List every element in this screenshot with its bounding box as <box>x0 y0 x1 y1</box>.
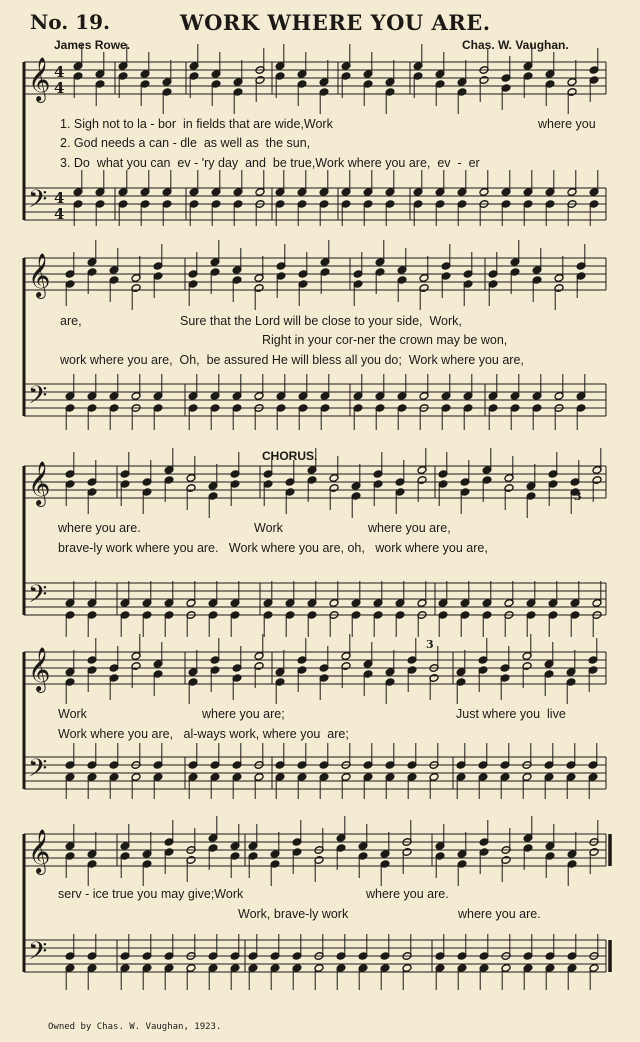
footer-copyright: Owned by Chas. W. Vaughan, 1923. <box>48 1022 222 1032</box>
lyric-line: where you are; <box>202 707 285 721</box>
lyric-line: brave-ly work where you are. Work where you are, oh, work where you are, <box>58 541 488 555</box>
triplet-mark: 3 <box>574 490 582 503</box>
bass-clef-icon: 𝄢 <box>28 937 48 972</box>
triplet-mark: 3 <box>426 638 434 651</box>
treble-clef-icon: 𝄞 <box>28 829 51 873</box>
lyric-line: where you <box>538 117 596 131</box>
bass-clef-icon: 𝄢 <box>28 185 48 220</box>
composer: Chas. W. Vaughan. <box>462 38 569 52</box>
lyric-line: Work, brave-ly work <box>238 907 349 921</box>
lyric-line: where you are. <box>366 887 449 901</box>
bass-clef-icon: 𝄢 <box>28 381 48 416</box>
lyric-line: Just where you live <box>456 707 566 721</box>
lyric-line: Right in your cor-ner the crown may be won, <box>262 333 508 347</box>
bass-clef-icon: 𝄢 <box>28 580 48 615</box>
lyric-line: where you are. <box>58 521 141 535</box>
lyric-line: where you are. <box>458 907 541 921</box>
lyric-line: Work where you are, al-ways work, where you are; <box>58 727 349 741</box>
bass-time-signature: 4 <box>54 205 65 223</box>
treble-time-signature: 4 <box>54 63 65 81</box>
treble-clef-icon: 𝄞 <box>28 253 51 297</box>
lyricist: James Rowe. <box>54 38 131 52</box>
lyric-line: Work <box>58 707 87 721</box>
treble-time-signature: 4 <box>54 79 65 97</box>
lyric-line: Work <box>254 521 283 535</box>
bass-time-signature: 4 <box>54 189 65 207</box>
chorus-label: CHORUS. <box>262 449 318 463</box>
treble-clef-icon: 𝄞 <box>28 647 51 691</box>
lyric-line: 2. God needs a can - dle as well as the sun, <box>60 136 311 150</box>
lyric-line: work where you are, Oh, be assured He will bless all you do; Work where you are, <box>60 353 524 367</box>
hymn-title: WORK WHERE YOU ARE. <box>180 10 491 35</box>
lyric-line: are, <box>60 314 82 328</box>
lyric-line: serv - ice true you may give;Work <box>58 887 244 901</box>
hymn-number: No. 19. <box>30 10 110 34</box>
bass-clef-icon: 𝄢 <box>28 754 48 789</box>
lyric-line: Sure that the Lord will be close to your side, Work, <box>180 314 462 328</box>
treble-clef-icon: 𝄞 <box>28 57 51 101</box>
lyric-line: 3. Do what you can ev - 'ry day and be true,Work where you are, ev - er <box>60 156 480 170</box>
lyric-line: where you are, <box>368 521 451 535</box>
lyric-line: 1. Sigh not to la - bor in fields that are wide,Work <box>60 117 333 131</box>
treble-clef-icon: 𝄞 <box>28 461 51 505</box>
